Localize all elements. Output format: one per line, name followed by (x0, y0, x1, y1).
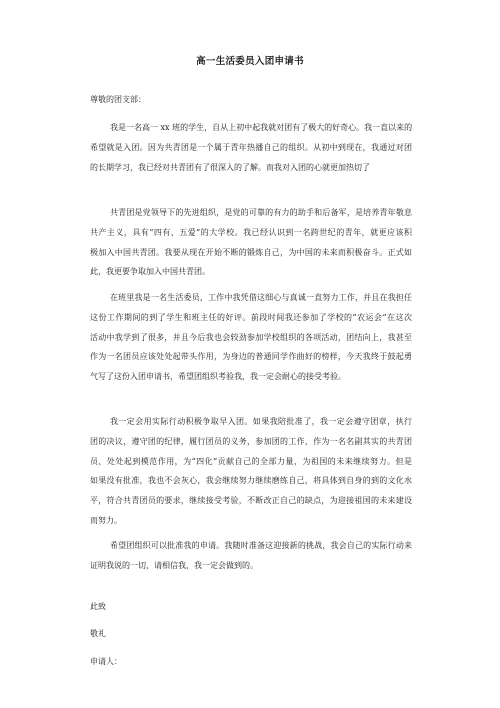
paragraph-line: 在班里我是一名生活委员，工作中我凭借这细心与真诚一直努力工作，并且在我担任 (110, 293, 412, 302)
paragraph-line: 极加入中国共青团。我要从现在开始不断的锻炼自己，为中国的未来而积极奋斗。正式如 (90, 247, 412, 257)
paragraph-line: 这份工作期间的到了学生和班主任的好评。前段时间我还参加了学校的“农运会”在这次 (90, 312, 412, 322)
closing-text: 此致 (90, 602, 106, 611)
paragraph-line: 希望团组织可以批准我的申请。我随时准备这迎接新的挑战，我会自己的实际行动来 (110, 541, 412, 550)
paragraph-line: 活动中我学到了很多，并且今后我也会较劲参加学校组织的各项活动，团结向上，我甚至 (90, 332, 412, 342)
paragraph-line: 员，处处起到模范作用，为“四化”贡献自己的全部力量，为祖国的未来继续努力。但是 (90, 456, 412, 466)
paragraph-line: 共产主义，具有“四有、五爱”的大学校。我已经认识到一名跨世纪的青年，就更应该积 (90, 227, 412, 237)
paragraph-2 (90, 203, 412, 282)
paragraph-line: 的长期学习，我已经对共青团有了很深入的了解。而我对入团的心就更加热切了 (90, 162, 370, 172)
paragraph-line: 而努力。 (90, 515, 122, 525)
paragraph-line: 如果没有批准，我也不会灰心，我会继续努力继续磨练自己，将具体到自身的到的文化水 (90, 476, 412, 486)
paragraph-line: 证明我说的一切，请相信我，我一定会做到的。 (90, 560, 258, 570)
paragraph-line: 团的决议，遵守团的纪律，履行团员的义务，参加团的工作，作为一名名副其实的共青团 (90, 436, 412, 446)
paragraph-line: 我一定会用实际行动积极争取早入团。如果我陪批准了，我一定会遵守团章，执行 (110, 417, 412, 426)
paragraph-line: 平，符合共青团员的要求，继续接受考验，不断改正自己的缺点，为迎接祖国的未来建设 (90, 496, 412, 506)
salutation: 尊敬的团支部： (90, 95, 146, 104)
paragraph-3 (90, 288, 412, 387)
applicant-label: 申请人： (90, 657, 122, 666)
paragraph-4 (90, 412, 412, 531)
paragraph-line: 我是一名高一 xx 班的学生，自从上初中起我就对团有了极大的好奇心。我一直以来的 (110, 123, 413, 132)
paragraph-line: 共青团是党领导下的先进组织，是党的可靠的有力的助手和后备军，是培养青年敬息 (110, 208, 412, 217)
regards-text: 敬礼 (90, 629, 106, 638)
paragraph-1 (90, 118, 412, 177)
paragraph-line: 此，我更要争取加入中国共青团。 (90, 267, 210, 277)
paragraph-line: 气写了这份入团申请书，希望团组织考验我，我一定会耐心的接受考验。 (90, 372, 346, 382)
paragraph-line: 希望就是入团。因为共青团是一个属于青年热播自己的组织。从初中到现在，我通过对团 (90, 142, 412, 152)
paragraph-line: 作为一名团员应该处处起带头作用，为身边的普通同学作曲好的榜样，今天我终于鼓起勇 (90, 352, 412, 362)
document-title: 高一生活委员入团申请书 (196, 56, 304, 67)
paragraph-5 (90, 536, 412, 576)
